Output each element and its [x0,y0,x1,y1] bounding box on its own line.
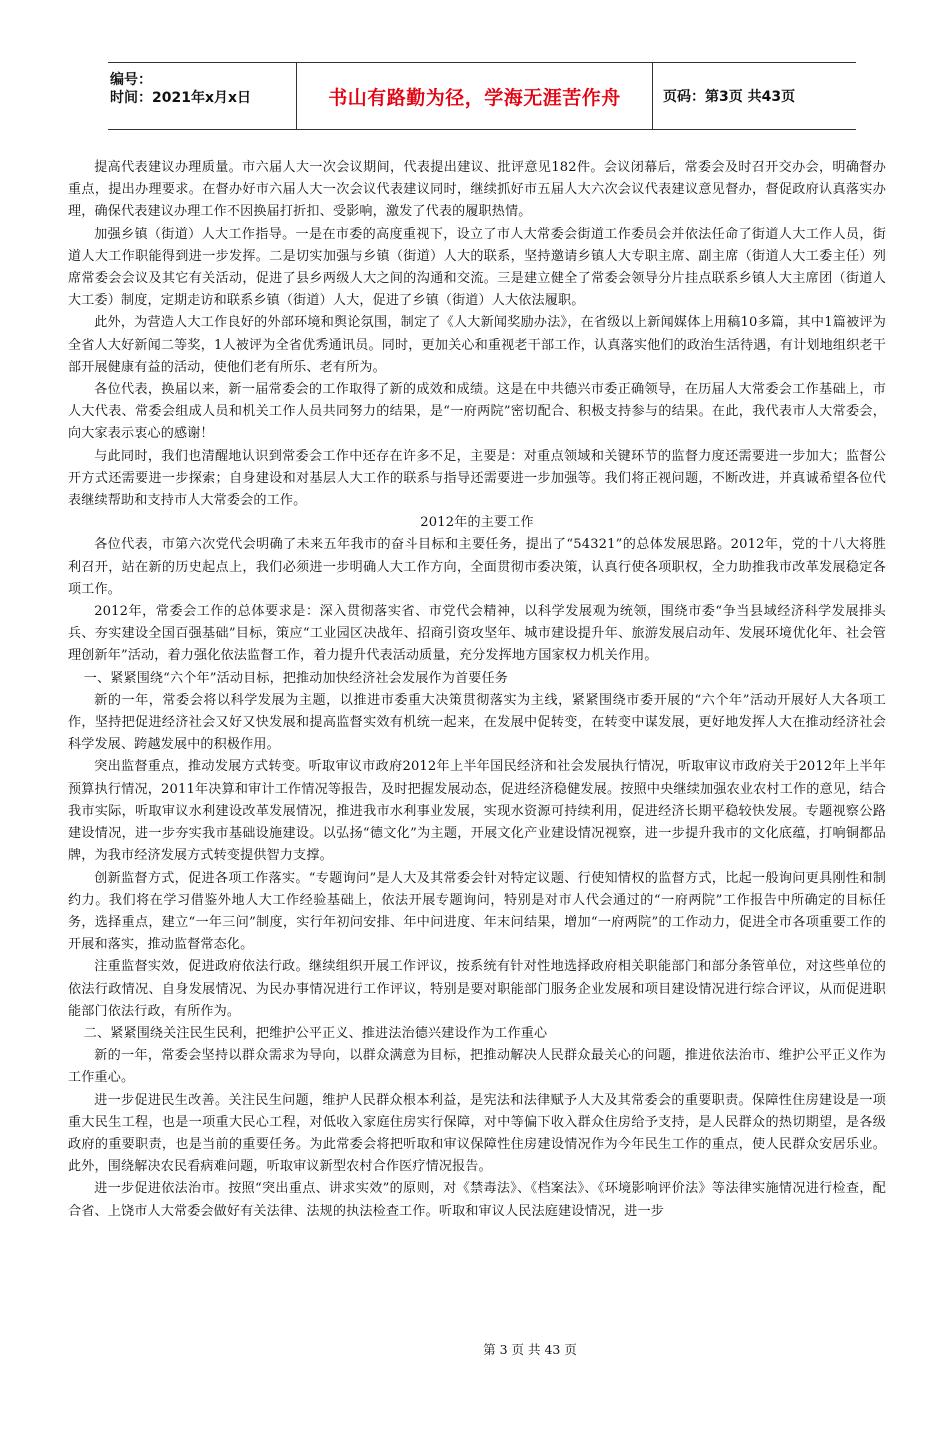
number-label: 编号： [110,72,152,88]
paragraph: 进一步促进依法治市。按照“突出重点、讲求实效”的原则，对《禁毒法》、《档案法》、《环境影响评价法》等法律实施情况进行检查，配合省、上饶市人大常委会做好有关法律、法规的执法检查工作。听取和审议人民法庭建设情况，进一步 [68,1181,886,1219]
page-footer: 第 3 页 共 43 页 [483,1342,577,1357]
paragraph: 提高代表建议办理质量。市六届人大一次会议期间，代表提出建议、批评意见182件。会议闭幕后，常委会及时召开交办会，明确督办重点，提出办理要求。在督办好市六届人大一次会议代表建议同时，继续抓好市五届人大六次会议代表建议意见督办，督促政府认真落实办理，确保代表建议办理工作不因换届打折扣、受影响，激发了代表的履职热情。 [68,160,886,220]
time-label: 时间：2021年x月x日 [110,90,252,106]
section-title: 2012年的主要工作 [420,515,534,531]
document-header [108,62,856,130]
paragraph: 进一步促进民生改善。关注民生问题，维护人民群众根本利益，是宪法和法律赋予人大及其常委会的重要职责。保障性住房建设是一项重大民生工程，也是一项重大民心工程，对低收入家庭住房实行保障，对中等偏下收入群众住房给予支持，是人民群众的热切期望，是各级政府的重要职责，也是当前的重要任务。为此常委会将把听取和审议保障性住房建设情况作为今年民生工作的重点，使人民群众安居乐业。此外，围绕解决农民看病难问题，听取审议新型农村合作医疗情况报告。 [68,1092,886,1175]
paragraph: 注重监督实效，促进政府依法行政。继续组织开展工作评议，按系统有针对性地选择政府相关职能部门和部分条管单位，对这些单位的依法行政情况、自身发展情况、为民办事情况进行工作评议，特别是要对职能部门服务企业发展和项目建设情况进行综合评议，从而促进职能部门依法行政，有所作为。 [68,959,886,1019]
header-page-info: 页码：第3页 共43页 [663,89,796,105]
paragraph: 各位代表，市第六次党代会明确了未来五年我市的奋斗目标和主要任务，提出了“54321”的总体发展思路。2012年，党的十八大将胜利召开，站在新的历史起点上，我们必须进一步明确人大工作方向，全面贯彻市委决策，认真行使各项职权，全力助推我市改革发展稳定各项工作。 [68,537,886,597]
paragraph: 与此同时，我们也清醒地认识到常委会工作中还存在许多不足，主要是：对重点领域和关键环节的监督力度还需要进一步加大；监督公开方式还需要进一步探索；自身建设和对基层人大工作的联系与指导还需要进一步加强等。我们将正视问题，不断改进，并真诚希望各位代表继续帮助和支持市人大常委会的工作。 [68,448,886,509]
paragraph: 2012年，常委会工作的总体要求是：深入贯彻落实省、市党代会精神，以科学发展观为统领，围绕市委“争当县域经济科学发展排头兵、夯实建设全国百强基础”目标，策应“工业园区决战年、招商引资攻坚年、城市建设提升年、旅游发展启动年、发展环境优化年、社会管理创新年”活动，着力强化依法监督工作，着力提升代表活动质量，充分发挥地方国家权力机关作用。 [68,604,886,664]
paragraph: 新的一年，常委会将以科学发展为主题，以推进市委重大决策贯彻落实为主线，紧紧围绕市委开展的“六个年”活动开展好人大各项工作，坚持把促进经济社会又好又快发展和提高监督实效有机统一起来，在发展中促转变，在转变中谋发展，更好地发挥人大在推动经济社会科学发展、跨越发展中的积极作用。 [68,692,886,753]
paragraph: 各位代表，换届以来，新一届常委会的工作取得了新的成效和成绩。这是在中共德兴市委正确领导，在历届人大常委会工作基础上，市人大代表、常委会组成人员和机关工作人员共同努力的结果，是“一府两院”密切配合、积极支持参与的结果。在此，我代表市人大常委会，向大家表示衷心的感谢！ [68,382,886,442]
document-body [68,157,886,1223]
header-motto: 书山有路勤为径，学海无涯苦作舟 [297,63,653,129]
paragraph: 新的一年，常委会坚持以群众需求为导向，以群众满意为目标，把推动解决人民群众最关心的问题，推进依法治市、维护公平正义作为工作重心。 [68,1048,886,1086]
section-heading: 二、紧紧围绕关注民生民利，把维护公平正义、推进法治德兴建设作为工作重心 [83,1025,548,1041]
section-heading: 一、紧紧围绕“六个年”活动目标，把推动加快经济社会发展作为首要任务 [83,670,508,686]
paragraph: 加强乡镇（街道）人大工作指导。一是在市委的高度重视下，设立了市人大常委会街道工作委员会并依法任命了街道人大工作人员，街道人大工作职能得到进一步发挥。二是切实加强与乡镇（街道）人大的联系，坚持邀请乡镇人大专职主席、副主席（街道人大工委主任）列席常委会会议及其它有关活动，促进了县乡两级人大之间的沟通和交流。三是建立健全了常委会领导分片挂点联系乡镇人大主席团（街道人大工委）制度，定期走访和联系乡镇（街道）人大，促进了乡镇（街道）人大依法履职。 [68,226,886,309]
paragraph: 此外，为营造人大工作良好的外部环境和舆论氛围，制定了《人大新闻奖励办法》，在省级以上新闻媒体上用稿10多篇，其中1篇被评为全省人大好新闻二等奖，1人被评为全省优秀通讯员。同时，更加关心和重视老干部工作，认真落实他们的政治生活待遇，有计划地组织老干部开展健康有益的活动，使他们老有所乐、老有所为。 [68,315,886,375]
header-meta [108,63,297,129]
paragraph: 创新监督方式，促进各项工作落实。“专题询问”是人大及其常委会针对特定议题、行使知情权的监督方式，比起一般询问更具刚性和制约力。我们将在学习借鉴外地人大工作经验基础上，依法开展专题询问，特别是对市人代会通过的“一府两院”工作报告中所确定的目标任务，选择重点，建立“一年三问”制度，实行年初问安排、年中问进度、年末问结果，增加“一府两院”的工作动力，促进全市各项重要工作的开展和落实，推动监督常态化。 [68,870,886,953]
paragraph: 突出监督重点，推动发展方式转变。听取审议市政府2012年上半年国民经济和社会发展执行情况，听取审议市政府关于2012年上半年预算执行情况，2011年决算和审计工作情况等报告，及时把握发展动态，促进经济稳健发展。按照中央继续加强农业农村工作的意见，结合我市实际，听取审议水利建设改革发展情况，推进我市水利事业发展，实现水资源可持续利用，促进经济长期平稳较快发展。专题视察公路建设情况，进一步夯实我市基础设施建设。以弘扬“德文化”为主题，开展文化产业建设情况视察，进一步提升我市的文化底蕴，打响铜都品牌，为我市经济发展方式转变提供智力支撑。 [68,759,886,864]
